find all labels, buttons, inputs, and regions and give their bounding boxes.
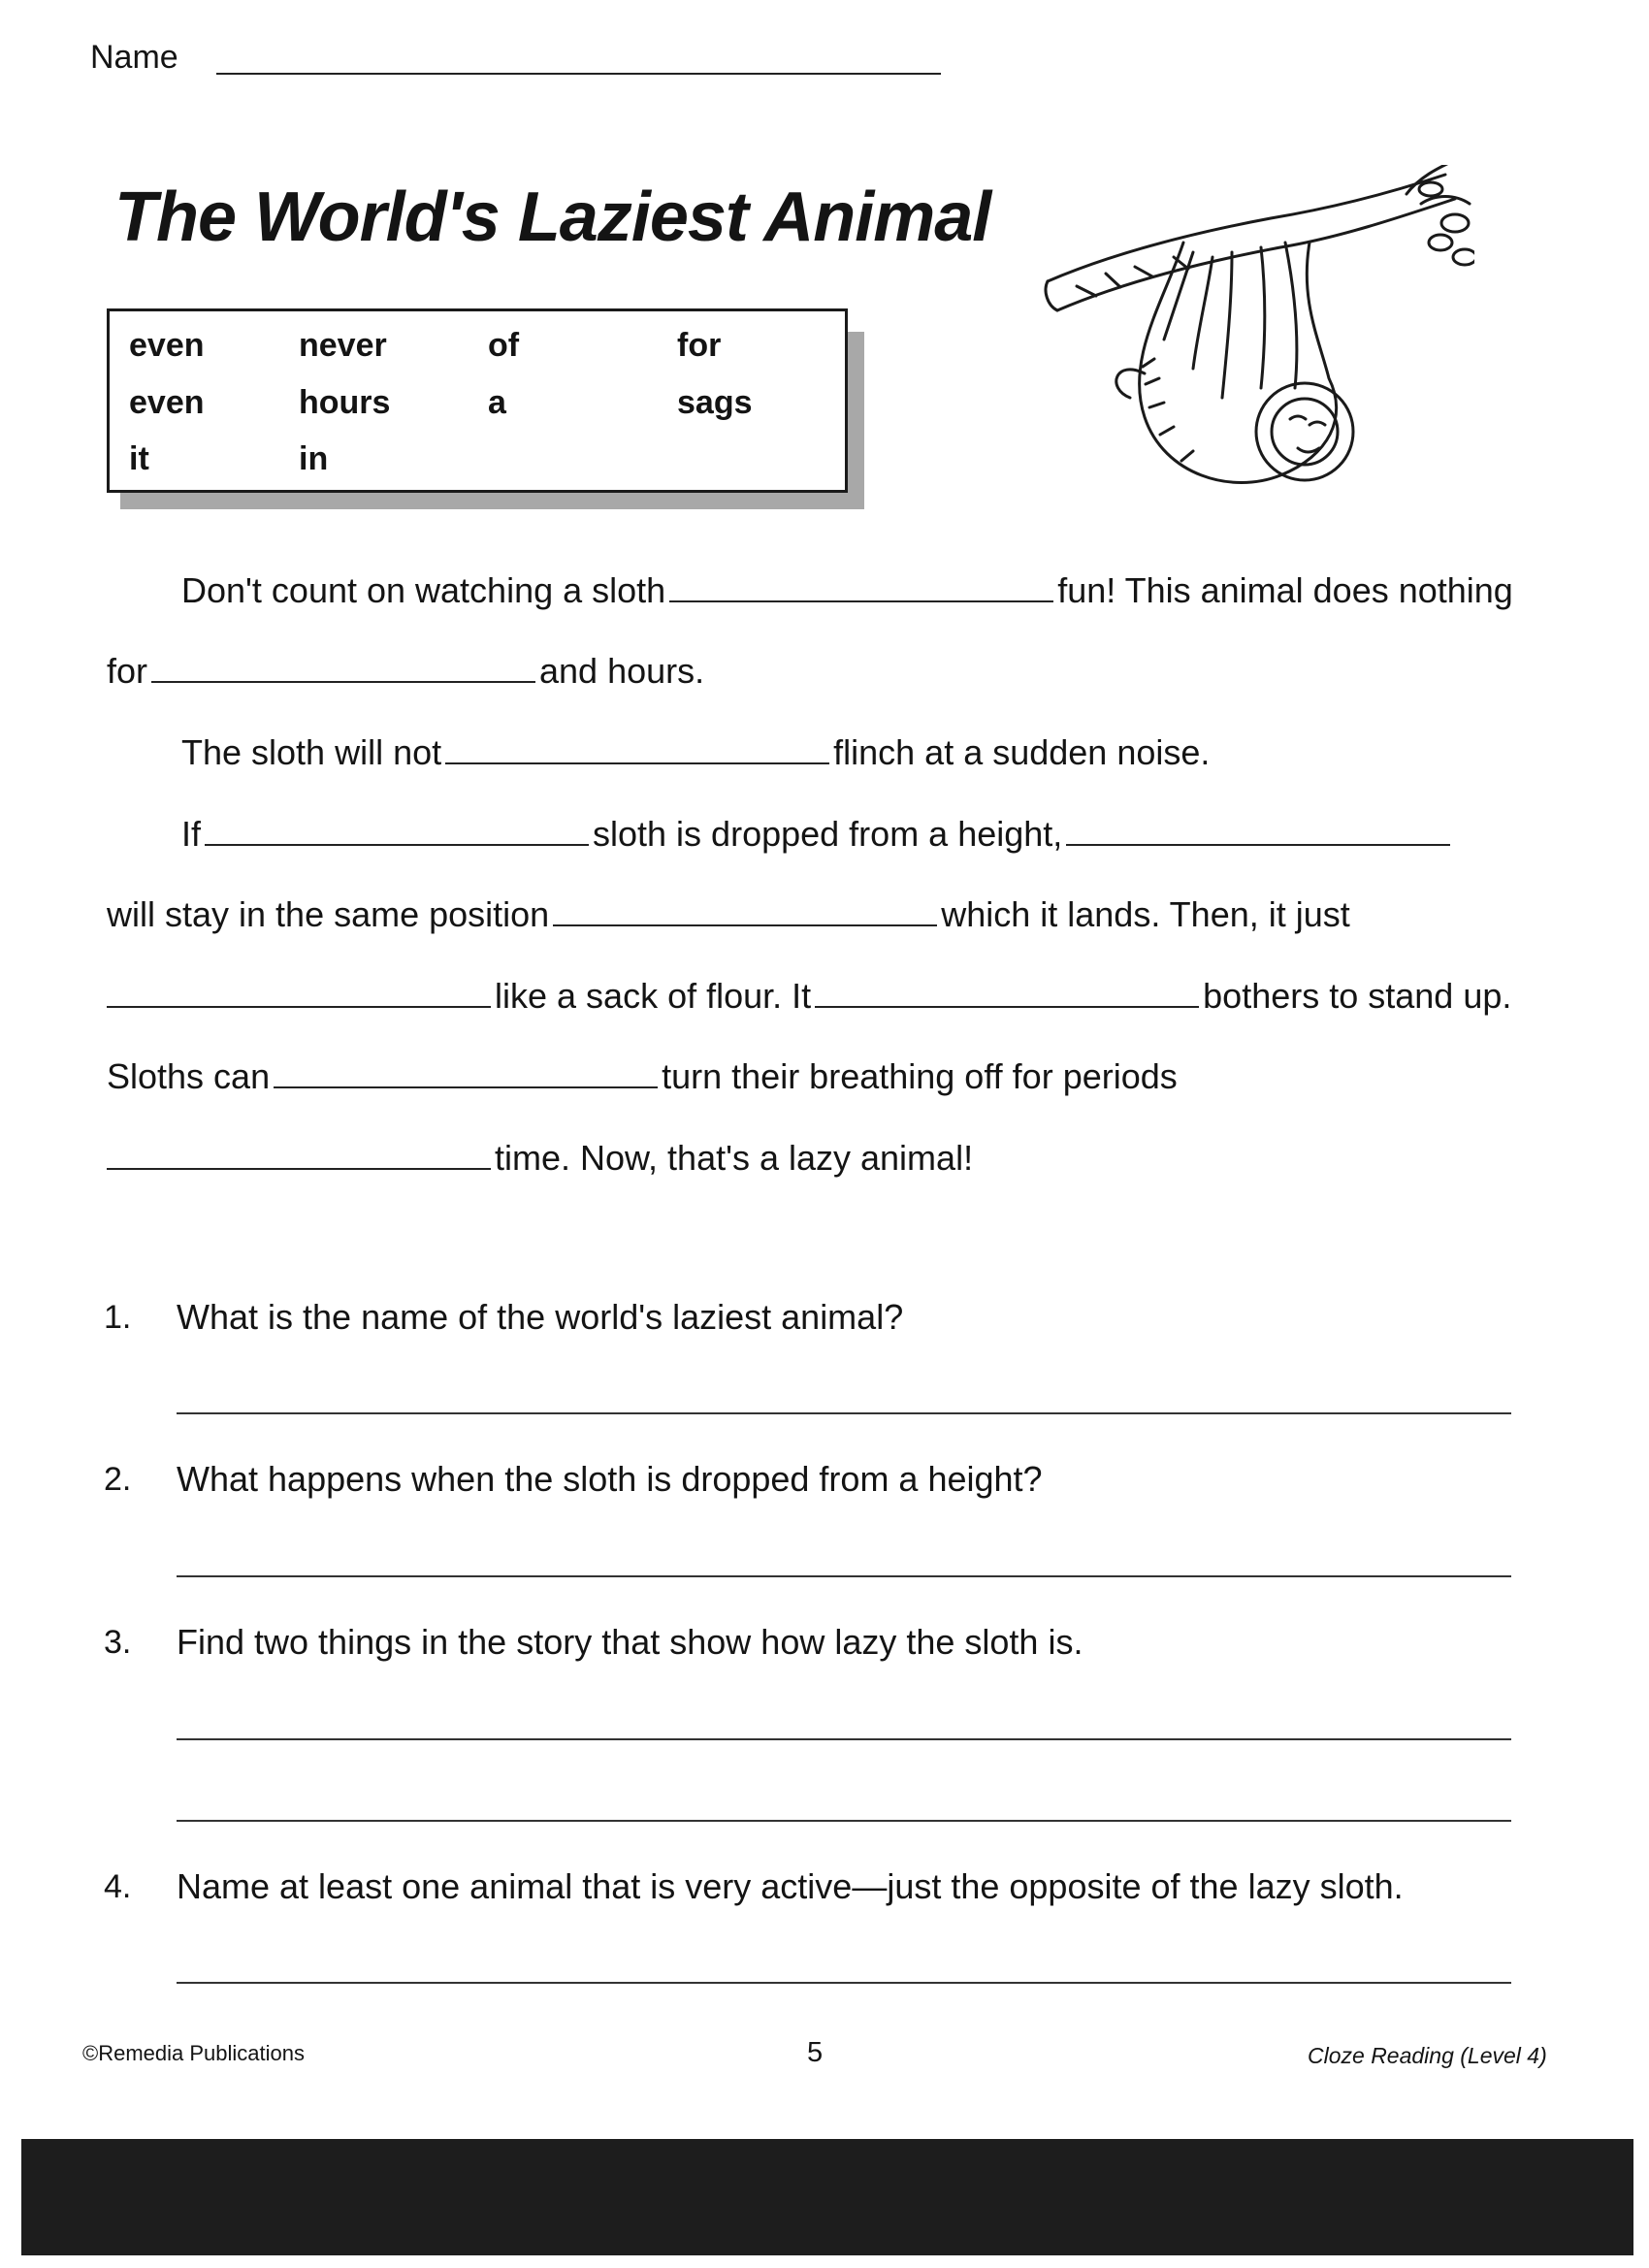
passage-text: turn their breathing off for periods	[662, 1056, 1178, 1096]
question-text: What is the name of the world's laziest animal?	[177, 1297, 904, 1337]
cloze-blank[interactable]	[151, 652, 535, 683]
footer-series: Cloze Reading (Level 4)	[1308, 2043, 1547, 2068]
question-number: 3.	[104, 1624, 132, 1661]
passage-line	[107, 976, 1511, 1019]
cloze-blank[interactable]	[669, 571, 1053, 602]
cloze-blank[interactable]	[274, 1057, 658, 1088]
passage-line	[181, 814, 1454, 857]
answer-line[interactable]	[177, 1982, 1511, 1984]
word-bank	[107, 308, 848, 493]
passage-text: Sloths can	[107, 1056, 271, 1096]
passage-text: which it lands. Then, it just	[941, 894, 1350, 934]
word-bank-word: a	[488, 384, 506, 421]
cloze-blank[interactable]	[1066, 815, 1450, 846]
passage-text: fun! This animal does nothing	[1057, 570, 1513, 610]
word-bank-word: sags	[677, 384, 753, 421]
word-bank-word: hours	[299, 384, 391, 421]
word-bank-word: it	[129, 440, 149, 477]
sloth-illustration	[1038, 165, 1474, 524]
passage-text: like a sack of flour. It	[495, 976, 812, 1016]
page-title: The World's Laziest Animal	[114, 178, 991, 256]
passage-text: will stay in the same position	[107, 894, 550, 934]
answer-line[interactable]	[177, 1738, 1511, 1740]
passage-text: sloth is dropped from a height,	[593, 814, 1063, 854]
passage-text: and hours.	[539, 651, 705, 691]
page-number: 5	[807, 2037, 824, 2068]
word-bank-word: even	[129, 384, 205, 421]
passage-line	[181, 570, 1513, 613]
passage-line	[107, 651, 704, 694]
question-number: 4.	[104, 1868, 132, 1905]
question-number: 1.	[104, 1299, 132, 1336]
question-text: Find two things in the story that show how lazy the sloth is.	[177, 1622, 1083, 1662]
passage-text: flinch at a sudden noise.	[833, 732, 1211, 772]
answer-line[interactable]	[177, 1820, 1511, 1822]
word-bank-word: never	[299, 327, 387, 364]
passage-text: The sloth will not	[181, 732, 442, 772]
word-bank-word: in	[299, 440, 329, 477]
scan-edge-bar	[21, 2139, 1633, 2255]
cloze-blank[interactable]	[205, 815, 589, 846]
passage-line	[107, 1138, 973, 1181]
passage-line	[107, 894, 1350, 937]
word-bank-word: even	[129, 327, 205, 364]
cloze-blank[interactable]	[553, 895, 937, 926]
question-text: What happens when the sloth is dropped from a height?	[177, 1459, 1043, 1499]
question-number: 2.	[104, 1461, 132, 1498]
word-bank-word: for	[677, 327, 722, 364]
passage-line	[107, 1056, 1178, 1099]
passage-line	[181, 732, 1210, 775]
passage-text: bothers to stand up.	[1203, 976, 1512, 1016]
passage-text: time. Now, that's a lazy animal!	[495, 1138, 974, 1178]
passage-text: for	[107, 651, 148, 691]
cloze-blank[interactable]	[445, 733, 829, 764]
question-text: Name at least one animal that is very active—just the opposite of the lazy sloth.	[177, 1866, 1404, 1906]
cloze-blank[interactable]	[107, 977, 491, 1008]
cloze-blank[interactable]	[107, 1139, 491, 1170]
answer-line[interactable]	[177, 1575, 1511, 1577]
name-field[interactable]	[216, 73, 941, 75]
cloze-blank[interactable]	[815, 977, 1199, 1008]
word-bank-word: of	[488, 327, 520, 364]
passage-text: Don't count on watching a sloth	[181, 570, 666, 610]
answer-line[interactable]	[177, 1412, 1511, 1414]
passage-text: If	[181, 814, 202, 854]
name-label: Name	[90, 39, 178, 76]
footer-publisher: ©Remedia Publications	[82, 2041, 305, 2065]
